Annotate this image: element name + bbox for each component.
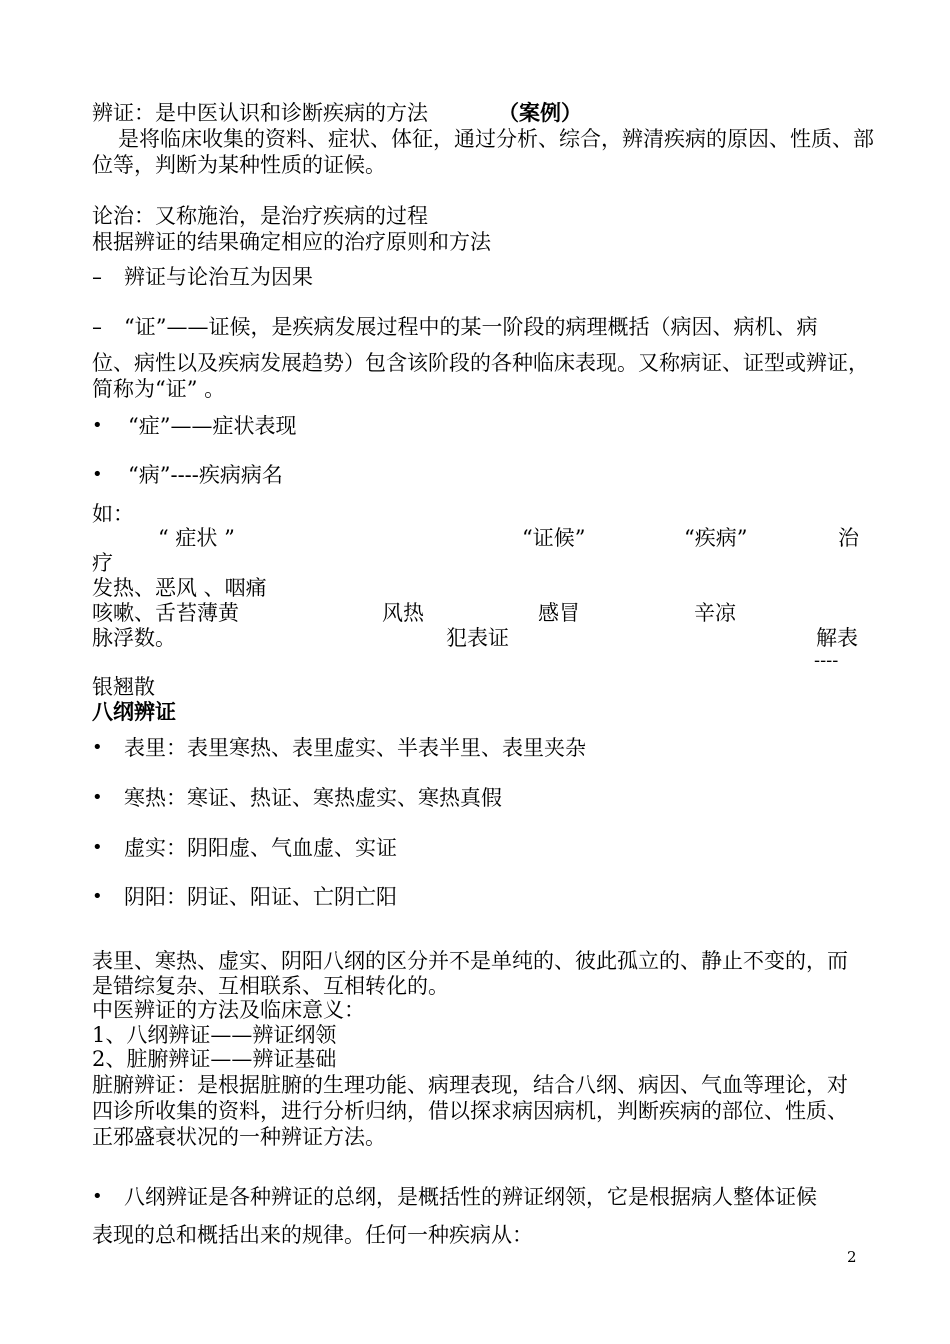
para-line7: 四诊所收集的资料，进行分析归纳，借以探求病因病机，判断疾病的部位、性质、 <box>92 1099 848 1123</box>
symptom-row2: 咳嗽、舌苔薄黄 <box>92 601 239 625</box>
bianzheng-def-line2: 位等，判断为某种性质的证候。 <box>92 153 386 177</box>
bagang-item-biaoli: 表里：表里寒热、表里虚实、半表半里、表里夹杂 <box>124 736 586 760</box>
para-line6: 脏腑辨证：是根据脏腑的生理功能、病理表现，结合八纲、病因、气血等理论，对 <box>92 1073 848 1097</box>
symptom-row1: 发热、恶风 、咽痛 <box>92 576 267 600</box>
para-line1: 表里、寒热、虚实、阴阳八纲的区分并不是单纯的、彼此孤立的、静止不变的，而 <box>92 949 848 973</box>
dash-marker: – <box>92 315 102 339</box>
treatment-jiebiao: 解表 <box>816 626 858 650</box>
symptom-row3: 脉浮数。 <box>92 626 176 650</box>
bullet-marker: • <box>92 1186 103 1207</box>
header-treatment-part1: 治 <box>838 526 859 550</box>
treatment-yinqiaosan: 银翘散 <box>92 675 155 699</box>
treatment-dashes: ---- <box>814 650 839 671</box>
example-label: 如： <box>92 502 134 526</box>
bianzheng-def-line1: 是将临床收集的资料、症状、体征，通过分析、综合，辨清疾病的原因、性质、部 <box>118 127 874 151</box>
para-line3: 中医辨证的方法及临床意义： <box>92 998 365 1022</box>
header-syndrome: “证候” <box>522 526 586 550</box>
zheng-def-line3: 简称为“证” 。 <box>92 377 226 401</box>
zheng-def-line2: 位、病性以及疾病发展趋势）包含该阶段的各种临床表现。又称病证、证型或辨证， <box>92 351 869 375</box>
case-label: （案例） <box>498 101 582 125</box>
bullet-zheng-symptom: “症”——症状表现 <box>128 414 297 438</box>
bullet-marker: • <box>92 464 103 485</box>
bullet-marker: • <box>92 837 103 858</box>
treatment-xinliang: 辛凉 <box>694 601 736 625</box>
header-disease: “疾病” <box>684 526 748 550</box>
syndrome-fengre: 风热 <box>382 601 424 625</box>
para-line2: 是错综复杂、互相联系、互相转化的。 <box>92 974 449 998</box>
bullet-marker: • <box>92 415 103 436</box>
bagang-heading: 八纲辨证 <box>92 700 176 724</box>
bagang-item-hanre: 寒热：寒证、热证、寒热虚实、寒热真假 <box>124 786 502 810</box>
header-treatment-part2: 疗 <box>92 551 113 575</box>
bianzheng-title: 辨证：是中医认识和诊断疾病的方法 <box>92 101 428 125</box>
bagang-item-yinyang: 阴阳：阴证、阳证、亡阴亡阳 <box>124 885 397 909</box>
dash-item-causality: 辨证与论治互为因果 <box>124 265 313 289</box>
header-symptom: “ 症状 ” <box>158 526 235 550</box>
bullet-marker: • <box>92 787 103 808</box>
lunzhi-def: 根据辨证的结果确定相应的治疗原则和方法 <box>92 230 491 254</box>
zheng-def-line1: “证”——证候，是疾病发展过程中的某一阶段的病理概括（病因、病机、病 <box>124 315 818 339</box>
bullet-marker: • <box>92 886 103 907</box>
dash-marker: – <box>92 265 102 289</box>
para-line8: 正邪盛衰状况的一种辨证方法。 <box>92 1125 386 1149</box>
bagang-item-xushi: 虚实：阴阳虚、气血虚、实证 <box>124 836 397 860</box>
syndrome-fanbiao: 犯表证 <box>446 626 509 650</box>
bullet-bing-disease: “病”----疾病病名 <box>128 463 283 487</box>
final-line1: 八纲辨证是各种辨证的总纲，是概括性的辨证纲领，它是根据病人整体证候 <box>124 1185 817 1209</box>
disease-ganmao: 感冒 <box>538 601 580 625</box>
para-line4: 1、八纲辨证——辨证纲领 <box>92 1023 337 1047</box>
final-line2: 表现的总和概括出来的规律。任何一种疾病从： <box>92 1223 533 1247</box>
para-line5: 2、脏腑辨证——辨证基础 <box>92 1047 337 1071</box>
page-number: 2 <box>847 1248 857 1266</box>
bullet-marker: • <box>92 737 103 758</box>
lunzhi-title: 论治：又称施治，是治疗疾病的过程 <box>92 204 428 228</box>
